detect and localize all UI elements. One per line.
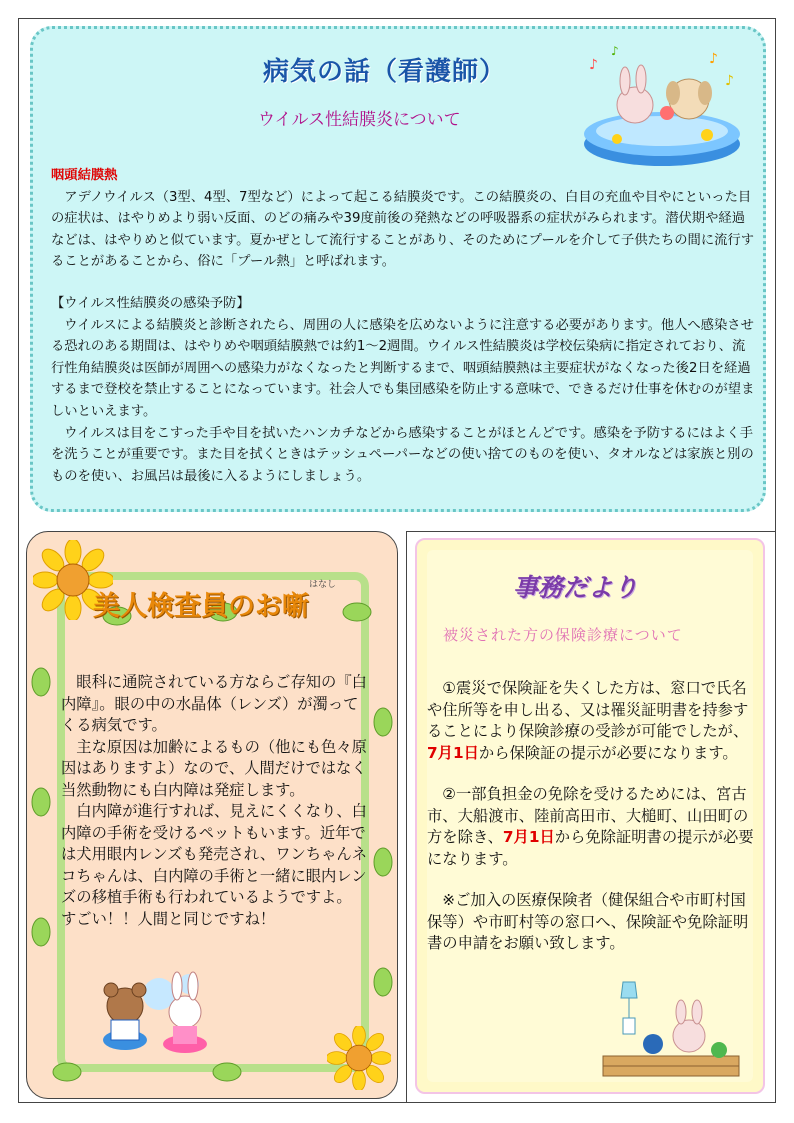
date-highlight: 7月1日 bbox=[427, 743, 479, 762]
health-article-body bbox=[51, 165, 757, 487]
pool-animals-illustration bbox=[577, 39, 747, 169]
title-ruby: はなし bbox=[309, 580, 337, 590]
windchime-bunny-illustration bbox=[593, 978, 743, 1088]
inspector-column-panel bbox=[26, 531, 398, 1099]
health-article-panel bbox=[30, 26, 766, 512]
svg-text:♪: ♪ bbox=[589, 57, 598, 73]
inspector-column-title: 美人検査員のお噺 bbox=[93, 591, 309, 622]
prevention-text: ウイルスによる結膜炎と診断されたら、周囲の人に感染を広めないように注意する必要があります。他人へ感染させる恐れのある期間は、はやりめや咽頭結膜熱では約1～2週間。ウイルス性結膜炎は学校伝染病に指定されており、流行性角結膜炎は医師が周囲への感染力がなくなったと判断するまで、咽頭結膜熱は主要症状がなくなった後2日を経過するまで登校を禁止することになっています。社会人でも集団感染を防止する意味で、できるだけ仕事を休むのが望ましいといえます。 bbox=[51, 317, 755, 419]
inspector-column-body bbox=[61, 672, 371, 930]
insurance-card-notice: ①震災で保険証を失くした方は、窓口で氏名や住所等を申し出る、又は罹災証明書を持参することにより保険診療の受診が可能でしたが、7月1日から保険証の提示が必要になります。 bbox=[427, 679, 749, 762]
svg-text:♪: ♪ bbox=[709, 51, 718, 67]
cataract-closing-text: すごい！！人間と同じですね！ bbox=[61, 909, 276, 928]
office-news-body bbox=[427, 678, 757, 955]
health-article-subtitle: ウイルス性結膜炎について bbox=[258, 110, 461, 130]
date-highlight-2: 7月1日 bbox=[502, 828, 555, 846]
svg-text:♪: ♪ bbox=[611, 44, 619, 58]
exemption-notice: ②一部負担金の免除を受けるためには、宮古市、大船渡市、陸前高田市、大槌町、山田町の方を除き、7月1日から免除証明書の提示が必要になります。 bbox=[427, 785, 754, 868]
health-article-title: 病気の話（看護師） bbox=[263, 57, 507, 87]
pharyngoconjunctival-fever-heading: 咽頭結膜熱 bbox=[51, 168, 118, 183]
cataract-pet-text: 白内障が進行すれば、見えにくくなり、白内障の手術を受けるペットもいます。近年では犬用眼内レンズも発売され、ワンちゃんネコちゃんは、白内障の手術と一緒に眼内レンズの移植手術も行われているようですよ。 bbox=[61, 802, 368, 906]
bear-bunny-swim-illustration bbox=[89, 964, 219, 1056]
office-news-subtitle: 被災された方の保険診療について bbox=[443, 626, 683, 644]
office-news-panel bbox=[406, 531, 776, 1103]
cataract-intro-text: 眼科に通院されている方ならご存知の『白内障』。眼の中の水晶体（レンズ）が濁ってくる病気です。 bbox=[61, 673, 367, 734]
hand-washing-text: ウイルスは目をこすった手や目を拭いたハンカチなどから感染することがほとんどです。感染を予防するにはよく手を洗うことが重要です。また目を拭くときはテッシュペーパーなどの使い捨てのものを使い、タオルなどは家族と別のものを使い、お風呂は最後に入るようにしましょう。 bbox=[51, 425, 754, 484]
svg-text:♪: ♪ bbox=[725, 73, 734, 89]
pharyngoconjunctival-fever-text: アデノウイルス（3型、4型、7型など）によって起こる結膜炎です。この結膜炎の、白目の充血や目やにといった目の症状は、はやりめより弱い反面、のどの痛みや39度前後の発熱などの呼吸器系の症状がみられます。潜伏期や経過などは、はやりめと似ています。夏かぜとして流行することがあり、そのためにプールを介して子供たちの間に流行することがあることから、俗に「プール熱」と呼ばれます。 bbox=[51, 189, 755, 270]
prevention-heading: 【ウイルス性結膜炎の感染予防】 bbox=[51, 295, 250, 311]
application-notice: ※ご加入の医療保険者（健保組合や市町村国保等）や市町村等の窓口へ、保険証や免除証明書の申請をお願い致します。 bbox=[427, 891, 749, 952]
cataract-cause-text: 主な原因は加齢によるもの（他にも色々原因はありますよ）なので、人間だけではなく当然動物にも白内障は発症します。 bbox=[61, 737, 367, 799]
office-news-title: 事務だより bbox=[513, 573, 639, 602]
